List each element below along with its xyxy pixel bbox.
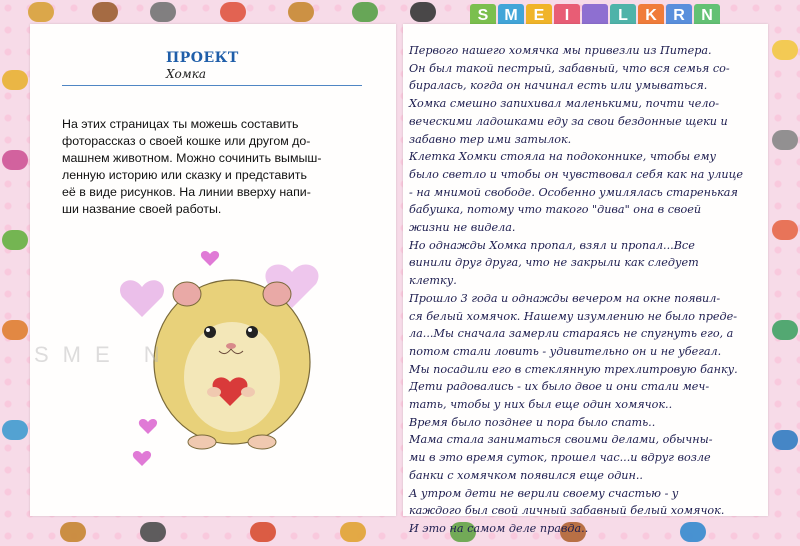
story-line: было светло и чтобы он чувствовал себя как на улице	[409, 167, 744, 181]
story-line: винили друг друга, что не закрыли как следует	[409, 256, 699, 270]
border-sticker	[150, 2, 176, 22]
story-line: Время было позднее и пора было спать..	[409, 415, 656, 429]
border-sticker	[2, 150, 28, 170]
story-line: банки с хомячком появился еще один..	[409, 468, 643, 482]
border-sticker	[772, 40, 798, 60]
border-sticker	[352, 2, 378, 22]
story-line: Дети радовались - их было двое и они стали меч-	[409, 380, 710, 394]
border-sticker	[2, 70, 28, 90]
border-sticker	[60, 522, 86, 542]
border-sticker	[2, 230, 28, 250]
story-line: Клетка Хомки стояла на подоконнике, чтобы ему	[409, 150, 717, 164]
border-sticker	[140, 522, 166, 542]
intro-line: машнем животном. Можно сочинить вымыш-	[62, 151, 322, 165]
story-line: Мама стала заниматься своими делами, обычны-	[409, 433, 713, 447]
story-line: Мы посадили его в стеклянную трехлитровую банку.	[409, 362, 738, 376]
story-line: Хомка смешно запихивал маленькими, почти чело-	[409, 97, 719, 111]
story-line: - на мнимой свободе. Особенно умилялась старенькая	[409, 185, 738, 199]
intro-text	[62, 116, 368, 218]
story-line: Но однажды Хомка пропал, взял и пропал...Все	[409, 238, 695, 252]
story-line: клетку.	[409, 274, 457, 288]
right-page	[403, 24, 768, 535]
story-line: жизни не видела.	[409, 221, 516, 235]
watermark-tile: E	[526, 4, 552, 28]
story-line: Прошло 3 года и однажды вечером на окне появил-	[409, 291, 721, 305]
heart-icon	[120, 280, 164, 317]
intro-line: На этих страницах ты можешь составить	[62, 117, 299, 131]
border-sticker	[2, 320, 28, 340]
heart-icon	[201, 251, 219, 266]
border-sticker	[250, 522, 276, 542]
watermark-tile: N	[694, 4, 720, 28]
story-line: биралась, когда он начинал есть или умываться.	[409, 79, 708, 93]
watermark-tile: S	[470, 4, 496, 28]
story-line: ми в это время суток, прошел час...и вдруг возле	[409, 451, 711, 465]
border-sticker	[772, 320, 798, 340]
story-line: А утром дети не верили своему счастью - у	[409, 486, 679, 500]
border-sticker	[2, 420, 28, 440]
story-line: ла...Мы сначала замерли стараясь не спугнуть его, а	[409, 327, 734, 341]
story-line: тать, чтобы у них был еще один хомячок..	[409, 398, 673, 412]
watermark-text: SME N	[34, 342, 174, 367]
watermark-tile: M	[498, 4, 524, 28]
story-line: ся белый хомячок. Нашему изумлению не было преде-	[409, 309, 738, 323]
story-text	[409, 42, 765, 538]
border-sticker	[28, 2, 54, 22]
border-sticker	[772, 220, 798, 240]
watermark-tile: I	[554, 4, 580, 28]
story-line: каждого был свой личный забавный белый хомячок.	[409, 504, 725, 518]
border-sticker	[772, 430, 798, 450]
story-line: веческими ладошками еду за свои бездонные щеки и	[409, 114, 728, 128]
intro-line: ленную историю или сказку и представить	[62, 168, 307, 182]
story-line: бабушка, потому что такого "дива" она в своей	[409, 203, 702, 217]
border-sticker	[340, 522, 366, 542]
story-line: И это на самом деле правда..	[409, 521, 589, 535]
title-underline	[62, 85, 362, 86]
border-sticker	[288, 2, 314, 22]
border-sticker	[410, 2, 436, 22]
project-heading: ПРОЕКТ	[166, 50, 239, 66]
intro-line: фоторассказ о своей кошке или другом до-	[62, 134, 311, 148]
watermark-tile: L	[610, 4, 636, 28]
left-page	[30, 24, 396, 516]
border-sticker	[220, 2, 246, 22]
story-line: забавно тер ими затылок.	[409, 132, 572, 146]
watermark-tile: R	[666, 4, 692, 28]
border-sticker	[772, 130, 798, 150]
story-line: потом стали ловить - удивительно он и не убегал.	[409, 344, 722, 358]
border-sticker	[92, 2, 118, 22]
intro-line: ши название своей работы.	[62, 202, 222, 216]
handwritten-title: Хомка	[166, 67, 207, 81]
intro-line: её в виде рисунков. На линии вверху напи-	[62, 185, 311, 199]
story-line: Он был такой пестрый, забавный, что вся семья со-	[409, 61, 730, 75]
story-line: Первого нашего хомячка мы привезли из Питера.	[409, 44, 712, 57]
heart-icon	[139, 419, 157, 434]
watermark-tile: K	[638, 4, 664, 28]
heart-icon	[133, 451, 151, 466]
